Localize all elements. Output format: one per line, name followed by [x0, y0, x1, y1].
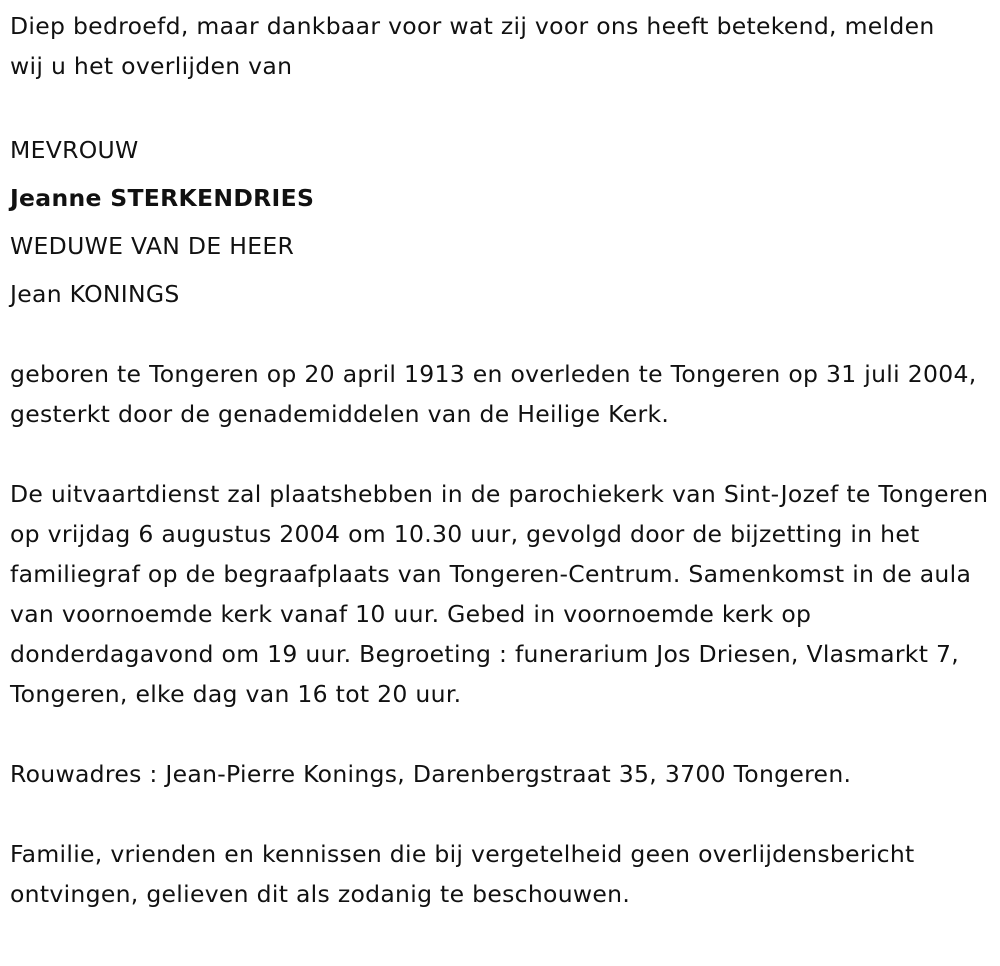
deceased-relation: WEDUWE VAN DE HEER: [10, 232, 295, 260]
funeral-paragraph: De uitvaartdienst zal plaatshebben in de parochiekerk van Sint-Jozef te Tongeren op vrijdag 6 augustus 2004 om 10.30 uur, gevolgd door de bijzetting in het familiegraf op de begraafplaats van Tongeren-Centrum. Samenkomst in de aula van voornoemde kerk vanaf 10 uur. Gebed in voornoemde kerk op donderdagavond om 19 uur. Begroeting : funerarium Jos Driesen, Vlasmarkt 7, Tongeren, elke dag van 16 tot 20 uur.: [10, 480, 989, 708]
spacer: [10, 86, 995, 126]
deceased-title: MEVROUW: [10, 136, 139, 164]
address-paragraph: Rouwadres : Jean-Pierre Konings, Darenbergstraat 35, 3700 Tongeren.: [10, 760, 852, 788]
spacer: [10, 714, 995, 754]
spouse-name: Jean KONINGS: [10, 280, 180, 308]
closing-paragraph: Familie, vrienden en kennissen die bij vergetelheid geen overlijdensbericht ontvingen, gelieven dit als zodanig te beschouwen.: [10, 840, 915, 908]
deceased-block: [10, 126, 995, 318]
spacer: [10, 318, 995, 354]
obituary-notice: [10, 6, 995, 914]
deceased-name: Jeanne STERKENDRIES: [10, 184, 315, 212]
spacer: [10, 434, 995, 474]
spacer: [10, 794, 995, 834]
birth-death-paragraph: geboren te Tongeren op 20 april 1913 en overleden te Tongeren op 31 juli 2004, gesterkt door de genademiddelen van de Heilige Kerk.: [10, 360, 977, 428]
intro-paragraph: Diep bedroefd, maar dankbaar voor wat zij voor ons heeft betekend, melden wij u het overlijden van: [10, 12, 935, 80]
